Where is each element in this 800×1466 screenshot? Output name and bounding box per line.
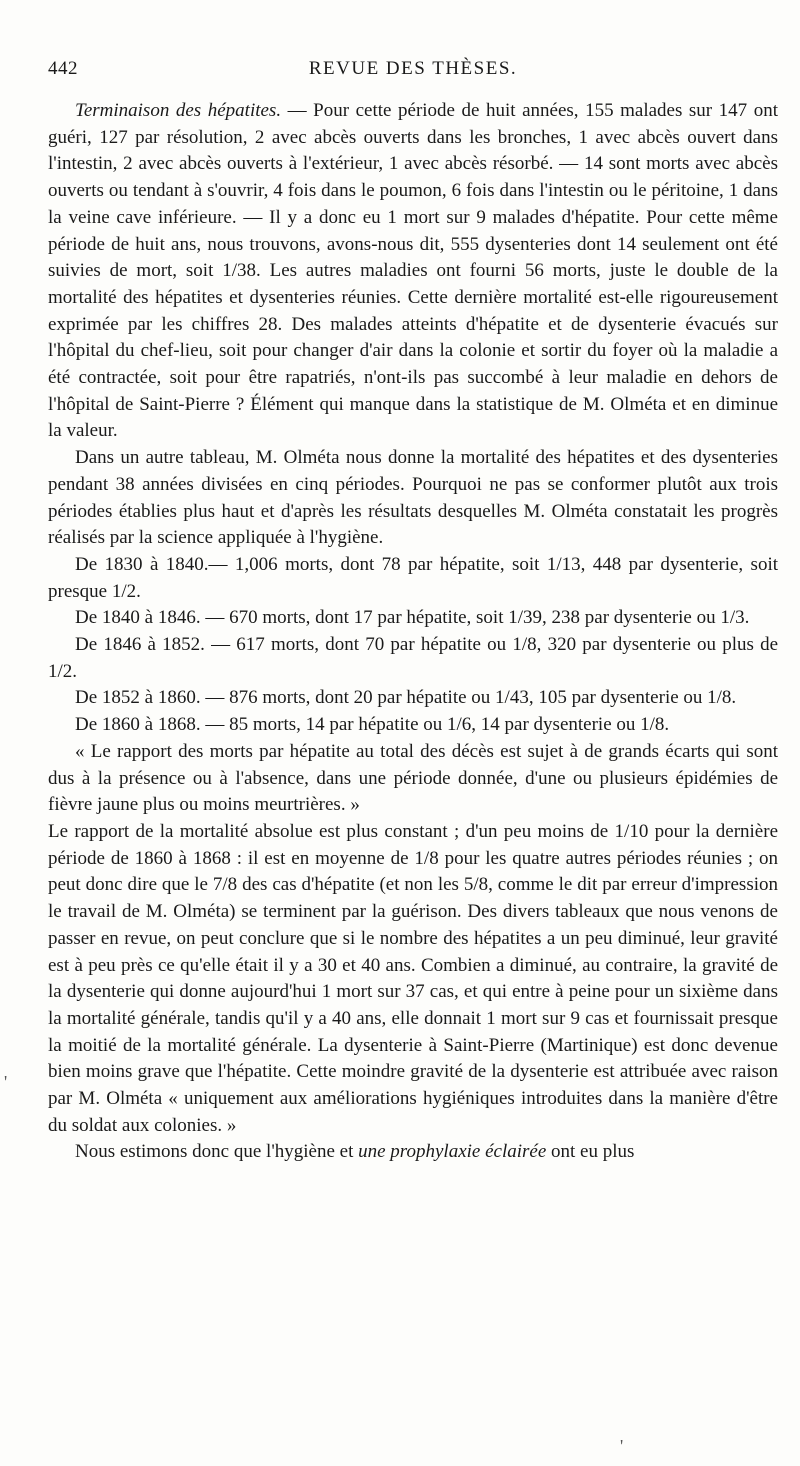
paragraph-conclusion: Le rapport de la mortalité absolue est plus constant ; d'un peu moins de 1/10 pour la dernière période de 1860 à 1868 : il est en moyenne de 1/8 pour les quatre autres périodes réunies ; on peut donc dire que le 7/8 des cas d'hépatite (et non les 5/8, comme le dit par erreur d'impression le travail de M. Olméta) se terminent par la guérison. Des divers tableaux que nous venons de passer en revue, on peut conclure que si le nombre des hépatites a un peu diminué, leur gravité est à peu près ce qu'elle était il y a 30 et 40 ans. Combien a diminué, au contraire, la gravité de la dysenterie qui donne aujourd'hui 1 mort sur 37 cas, et qui entre à peine pour un sixième dans la mortalité générale, tandis qu'il y a 40 ans, elle donnait 1 mort sur 9 cas et fournissait presque la moitié de la mortalité générale. La dysenterie à Saint-Pierre (Martinique) est donc devenue bien moins grave que l'hépatite. Cette moindre gravité de la dysenterie est attribuée avec raison par M. Olméta « uniquement aux améliorations hygiéniques introduites dans la manière d'être du soldat aux colonies. » [48,820,778,1136]
paragraph-hepatitis-termination [48,98,778,445]
margin-mark: ' [620,1436,624,1456]
period-1846-1852: De 1846 à 1852. — 617 morts, dont 70 par hépatite ou 1/8, 320 par dysenterie ou plus de 1/2. [48,634,778,682]
period-1840-1846: De 1840 à 1846. — 670 morts, dont 17 par hépatite, soit 1/39, 238 par dysenterie ou 1/3. [75,607,750,629]
italic-phrase: une prophylaxie éclairée [358,1141,547,1163]
section-lead: Terminaison des hépatites. [75,100,282,121]
body-text [48,98,778,1166]
period-1830-1840: De 1830 à 1840.— 1,006 morts, dont 78 par hépatite, soit 1/13, 448 par dysenterie, soit presque 1/2. [48,553,778,602]
journal-title: REVUE DES THÈSES. [308,58,518,79]
period-1852-1860: De 1852 à 1860. — 876 morts, dont 20 par hépatite ou 1/43, 105 par dysenterie ou 1/8. [75,687,737,709]
document-page [48,58,778,1166]
paragraph-text-end: ont eu plus [546,1141,635,1163]
paragraph-mortality-table: Dans un autre tableau, M. Olméta nous donne la mortalité des hépatites et des dysenteries pendant 38 années divisées en cinq périodes. Pourquoi ne pas se conformer plutôt aux trois périodes établies plus haut et d'après les résultats desquelles M. Olméta constatait les progrès réalisés par la science appliquée à l'hygiène. [48,447,778,549]
quoted-paragraph: « Le rapport des morts par hépatite au total des décès est sujet à de grands écarts qui sont dus à la présence ou à l'absence, dans une période donnée, d'une ou plusieurs épidémies de fièvre jaune plus ou moins meurtrières. » [48,740,778,816]
period-1860-1868: De 1860 à 1868. — 85 morts, 14 par hépatite ou 1/6, 14 par dysenterie ou 1/8. [75,714,670,736]
paragraph-text: — Pour cette période de huit années, 155 malades sur 147 ont guéri, 127 par résolution, 2 avec abcès ouverts dans les bronches, 1 avec abcès ouvert dans l'intestin, 2 avec abcès ouverts à l'extérieur, 1 avec abcès résorbé. — 14 sont morts avec abcès ouverts ou tendant à s'ouvrir, 4 fois dans le poumon, 6 fois dans l'intestin ou le péritoine, 1 dans la veine cave inférieure. — Il y a donc eu 1 mort sur 9 malades d'hépatite. Pour cette même période de huit ans, nous trouvons, avons-nous dit, 555 dysenteries dont 14 seulement ont été suivies de mort, soit 1/38. Les autres maladies ont fourni 56 morts, juste le double de la mortalité des hépatites et dysenteries réunies. Cette dernière mortalité est-elle rigoureusement exprimée par les chiffres 28. Des malades atteints d'hépatite et de dysenterie évacués sur l'hôpital du chef-lieu, soit pour changer d'air dans la colonie et sortir du foyer où la maladie a été contractée, soit pour être rapatriés, n'ont-ils pas succombé à leur maladie en dehors de l'hôpital de Saint-Pierre ? Élément qui manque dans la statistique de M. Olméta et en diminue la valeur. [48,100,778,442]
running-head [48,58,778,88]
paragraph-final [48,1139,778,1166]
margin-mark: ' [4,1072,8,1092]
paragraph-text: Nous estimons donc que l'hygiène et [75,1141,359,1163]
page-number: 442 [48,58,78,79]
